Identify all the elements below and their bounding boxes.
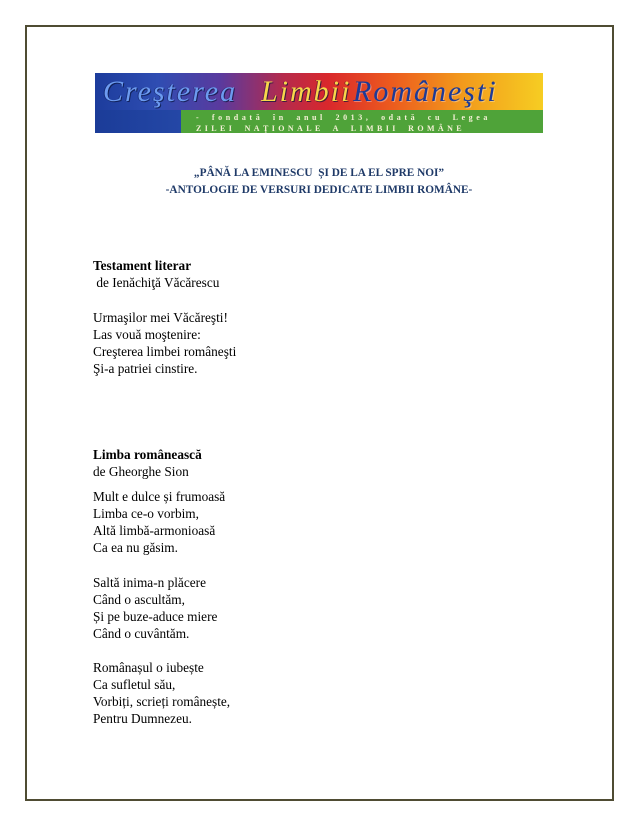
banner-blue-strip [95, 110, 181, 133]
verse-line: Ca sufletul său, [93, 677, 176, 692]
verse-line: Când o ascultăm, [93, 592, 185, 607]
banner-title-word-3: Româneşti [353, 75, 498, 108]
verse-line: Limba ce-o vorbim, [93, 506, 199, 521]
verse-line: Vorbiți, scrieți românește, [93, 694, 231, 709]
verse-line: Creşterea limbei româneşti [93, 344, 237, 359]
banner-title-word-2: Limbii [261, 75, 352, 108]
document-subheading: -ANTOLOGIE DE VERSURI DEDICATE LIMBII ROMÂNE- [165, 184, 473, 196]
verse-line: Urmaşilor mei Văcăreşti! [93, 310, 228, 325]
poem-1-header [93, 257, 219, 291]
document-heading: „PÂNĂ LA EMINESCU ȘI DE LA EL SPRE NOI” [193, 167, 445, 179]
verse-line: Altă limbă-armonioasă [93, 523, 216, 538]
banner-subtitle-line-1: - fondată în anul 2013, odată cu Legea [196, 113, 492, 122]
poem-2-stanza-2 [93, 574, 217, 642]
verse-line: Las vouă moştenire: [93, 327, 201, 342]
poem-2-stanza-1 [93, 488, 225, 556]
banner-title-word-1: Creşterea [103, 75, 238, 108]
poem-author: de Gheorghe Sion [93, 464, 189, 479]
verse-line: Românașul o iubește [93, 660, 204, 675]
verse-line: Saltă inima-n plăcere [93, 575, 206, 590]
poem-title: Limba românească [93, 447, 202, 462]
verse-line: Pentru Dumnezeu. [93, 711, 192, 726]
banner-subtitle-line-2: ZILEI NAŢIONALE A LIMBII ROMÂNE [196, 124, 465, 133]
poem-2-stanza-3 [93, 659, 230, 727]
poem-author: de Ienăchiţă Văcărescu [93, 275, 220, 290]
poem-2-header [93, 446, 202, 480]
verse-line: Mult e dulce și frumoasă [93, 489, 226, 504]
verse-line: Când o cuvântăm. [93, 626, 190, 641]
verse-line: Şi-a patriei cinstire. [93, 361, 198, 376]
poem-1-stanza-1 [93, 309, 236, 377]
verse-line: Și pe buze-aduce miere [93, 609, 218, 624]
verse-line: Ca ea nu găsim. [93, 540, 178, 555]
header-banner [95, 73, 543, 133]
poem-title: Testament literar [93, 258, 192, 273]
